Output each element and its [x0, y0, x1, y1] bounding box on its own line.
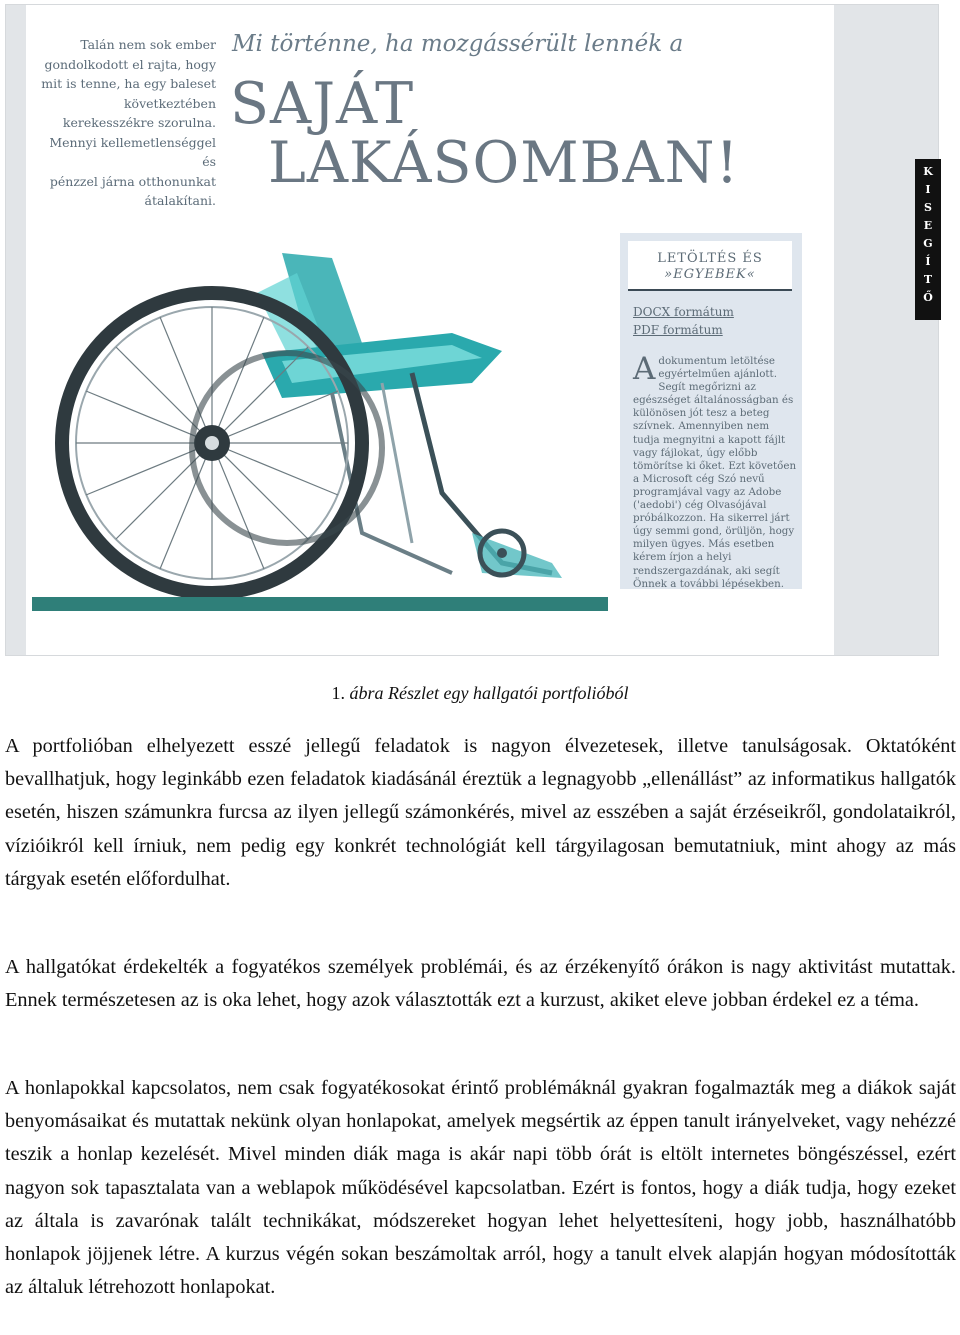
- portfolio-figure: [5, 4, 939, 656]
- download-title-line-1: LETÖLTÉS ÉS: [657, 251, 763, 266]
- paragraph-3: A honlapokkal kapcsolatos, nem csak fogyatékosokat érintő problémáknál gyakran fogalmazták meg a diákok saját benyomásaikat és mutattak nekünk olyan honlapokat, amelyek megsértik az éppen tanult irányelveket, vagy nehézzé teszik a honlap kezelését. Mivel minden diák maga is akár napi több órát is eltölt internetes böngészéssel, ezért nagyon sok tapasztalata van a weblapok működésével kapcsolatban. Ezért is fontos, hogy a diák tudja, hogy ezeket az általa is zavarónak talált technikákat, módszereket hogyan lehet helyettesíteni, hogy jobb, használhatóbb honlapok jöjjenek létre. A kurzus végén sokan beszámoltak arról, hogy a tanult elvek alapján hogyan módosították az általuk létrehozott honlapokat.: [5, 1077, 956, 1299]
- caption-text: ábra Részlet egy hallgatói portfolióból: [349, 683, 629, 703]
- pdf-download-link[interactable]: PDF formátum: [633, 323, 723, 337]
- side-tab-letter: S: [924, 201, 932, 214]
- side-tab-letter: G: [923, 237, 933, 250]
- side-tab-letter: T: [923, 273, 933, 286]
- figure-caption: [0, 683, 960, 704]
- download-description: [633, 351, 797, 591]
- portfolio-page: [26, 5, 834, 655]
- download-title-line-2: »EGYEBEK«: [664, 267, 756, 282]
- side-tab-letter: I: [925, 183, 931, 196]
- headline-subtitle: Mi történne, ha mozgássérült lennék a: [232, 31, 684, 57]
- headline: [230, 71, 830, 196]
- wheelchair-illustration: [32, 233, 608, 611]
- side-tab-letter: Ő: [923, 291, 933, 304]
- wheelchair-image: [32, 233, 608, 611]
- paragraph-2: A hallgatókat érdekelték a fogyatékos személyek problémái, és az érzékenyítő órákon is nagy aktivitást mutattak. Ennek természetesen az is oka lehet, hogy azok választották ezt a kurzust, akiket eleve jobban érdekel ez a téma.: [5, 956, 956, 1012]
- paragraph-1: A portfolióban elhelyezett esszé jellegű feladatok is nagyon élvezetesek, illetve tanulságosak. Oktatóként bevallhatjuk, hogy leginkább ezen feladatok kiadásánál éreztük a legnagyobb „ellenállást” az informatikus hallgatók esetén, hiszen számunkra furcsa az ilyen jellegű számonkérés, mivel az esszében a saját érzéseikről, gondolataikról, vízióikról kell írniuk, nem pedig egy konkrét technológiát kell tárgyilagosan bemutatniuk, mint ahogy az más tárgyak esetén előfordulhat.: [5, 735, 956, 890]
- kisegito-side-tab[interactable]: [915, 159, 941, 320]
- headline-line-2: LAKÁSOMBAN!: [268, 130, 740, 196]
- caption-number: 1.: [331, 683, 345, 703]
- intro-text: Talán nem sok ember gondolkodott el rajta, hogy mit is tenne, ha egy baleset következtében kerekesszékre szorulna. Mennyi kellemetlenséggel és pénzzel járna otthonunkat átalakítani.: [41, 37, 216, 208]
- download-description-text: dokumentum letöltése egyértelműen ajánlott. Segít megőrizni az egészséget általánosságban és különösen jót tesz a beteg szívnek. Amennyiben nem tudja megnyitni a kapott fájlt vagy fájlokat, úgy előbb tömörítse ki őket. Ezt követően a Microsoft cég Szó nevű programjával vagy az Adobe ('aedobi') cég Olvasójával próbálkozzon. Ha sikerrel járt úgy semmi gond, örüljön, hogy milyen ügyes. Más esetben kérem írjon a helyi rendszergazdának, aki segít Önnek a további lépésekben.: [633, 355, 797, 590]
- side-tab-letter: Í: [925, 255, 931, 268]
- download-sidebar: [620, 233, 802, 589]
- download-title: [628, 241, 792, 291]
- side-tab-letter: E: [923, 219, 933, 232]
- docx-download-link[interactable]: DOCX formátum: [633, 305, 734, 319]
- headline-line-1: SAJÁT: [230, 71, 415, 137]
- side-tab-letter: K: [923, 165, 933, 178]
- accent-bar: [32, 597, 608, 611]
- drop-cap: A: [633, 351, 656, 387]
